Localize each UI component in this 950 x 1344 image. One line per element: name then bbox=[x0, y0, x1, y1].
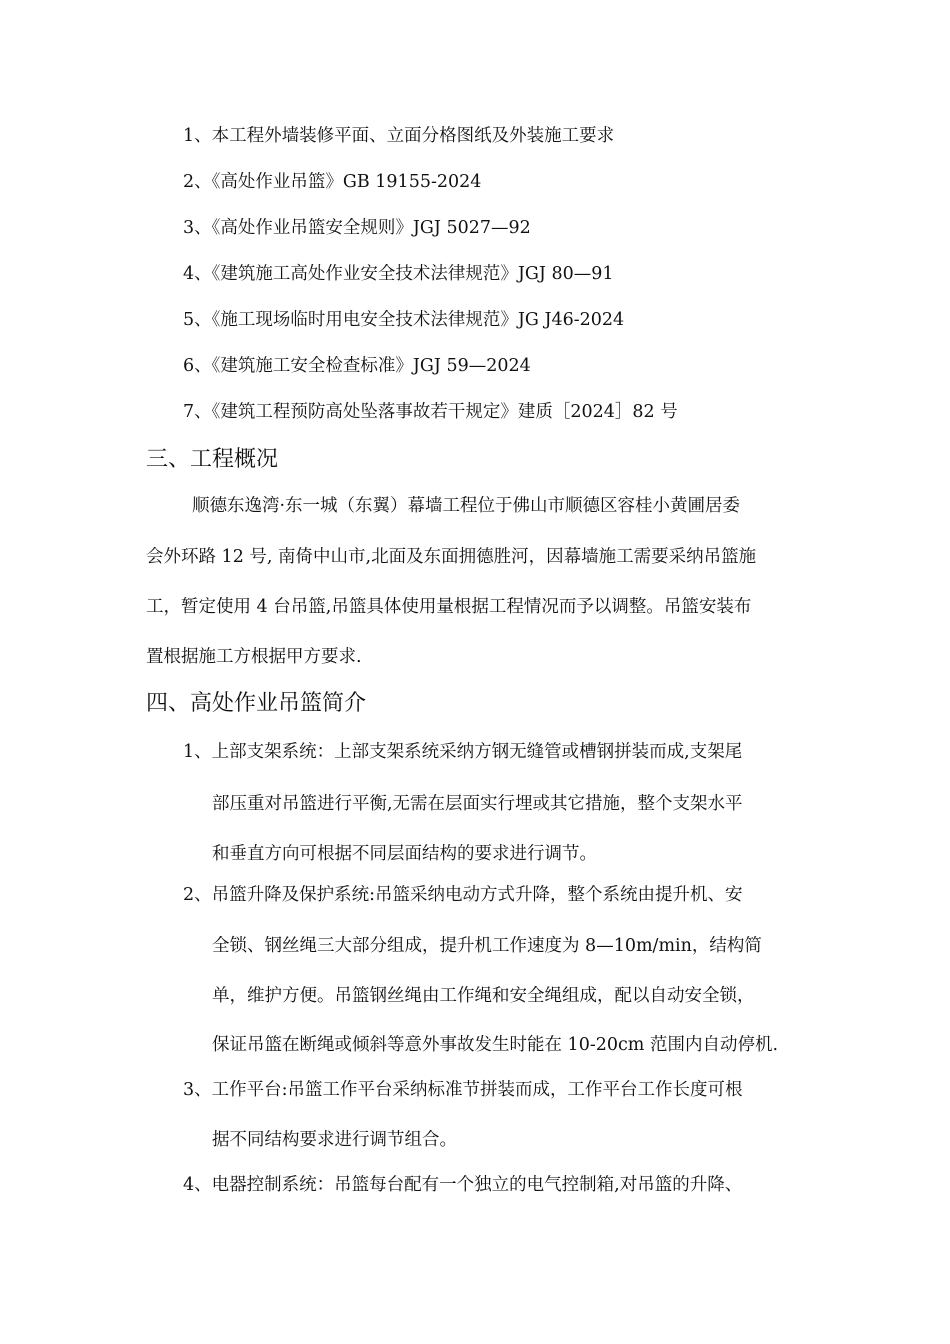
overview-paragraph-line: 工，暂定使用 4 台吊篮,吊篮具体使用量根据工程情况而予以调整。吊篮安装布 bbox=[146, 597, 752, 617]
section-heading-basket-intro: 四、高处作业吊篮简介 bbox=[146, 691, 367, 716]
overview-paragraph-line: 置根据施工方根据甲方要求. bbox=[146, 647, 362, 667]
intro-item-2-continuation: 保证吊篮在断绳或倾斜等意外事故发生时能在 10-20cm 范围内自动停机. bbox=[212, 1035, 779, 1055]
section-heading-overview: 三、工程概况 bbox=[146, 447, 279, 472]
intro-item-2-continuation: 单，维护方便。吊篮钢丝绳由工作绳和安全绳组成，配以自动安全锁， bbox=[212, 986, 755, 1006]
reference-item-4: 4、《建筑施工高处作业安全技术法律规范》JGJ 80—91 bbox=[183, 264, 614, 284]
intro-item-4: 4、电器控制系统：吊篮每台配有一个独立的电气控制箱,对吊篮的升降、 bbox=[183, 1175, 743, 1195]
reference-item-6: 6、《建筑施工安全检查标准》JGJ 59—2024 bbox=[183, 356, 531, 376]
intro-item-1: 1、上部支架系统：上部支架系统采纳方钢无缝管或槽钢拼装而成,支架尾 bbox=[183, 742, 743, 762]
intro-item-2-continuation: 全锁、钢丝绳三大部分组成，提升机工作速度为 8—10m/min，结构简 bbox=[212, 936, 762, 956]
reference-item-7: 7、《建筑工程预防高处坠落事故若干规定》建质［2024］82 号 bbox=[183, 402, 678, 422]
intro-item-3: 3、工作平台:吊篮工作平台采纳标准节拼装而成，工作平台工作长度可根 bbox=[183, 1080, 743, 1100]
overview-paragraph-line: 会外环路 12 号, 南倚中山市,北面及东面拥德胜河，因幕墙施工需要采纳吊篮施 bbox=[146, 547, 757, 567]
intro-item-1-continuation: 部压重对吊篮进行平衡,无需在层面实行埋或其它措施，整个支架水平 bbox=[212, 794, 743, 814]
reference-item-5: 5、《施工现场临时用电安全技术法律规范》JG J46-2024 bbox=[183, 310, 625, 330]
intro-item-3-continuation: 据不同结构要求进行调节组合。 bbox=[212, 1130, 457, 1150]
reference-item-3: 3、《高处作业吊篮安全规则》JGJ 5027—92 bbox=[183, 218, 531, 238]
reference-item-1: 1、本工程外墙装修平面、立面分格图纸及外装施工要求 bbox=[183, 126, 615, 146]
reference-item-2: 2、《高处作业吊篮》GB 19155-2024 bbox=[183, 172, 482, 192]
overview-paragraph-line: 顺德东逸湾·东一城（东翼）幕墙工程位于佛山市顺德区容桂小黄圃居委 bbox=[192, 496, 741, 516]
intro-item-1-continuation: 和垂直方向可根据不同层面结构的要求进行调节。 bbox=[212, 844, 597, 864]
intro-item-2: 2、吊篮升降及保护系统:吊篮采纳电动方式升降，整个系统由提升机、安 bbox=[183, 885, 743, 905]
